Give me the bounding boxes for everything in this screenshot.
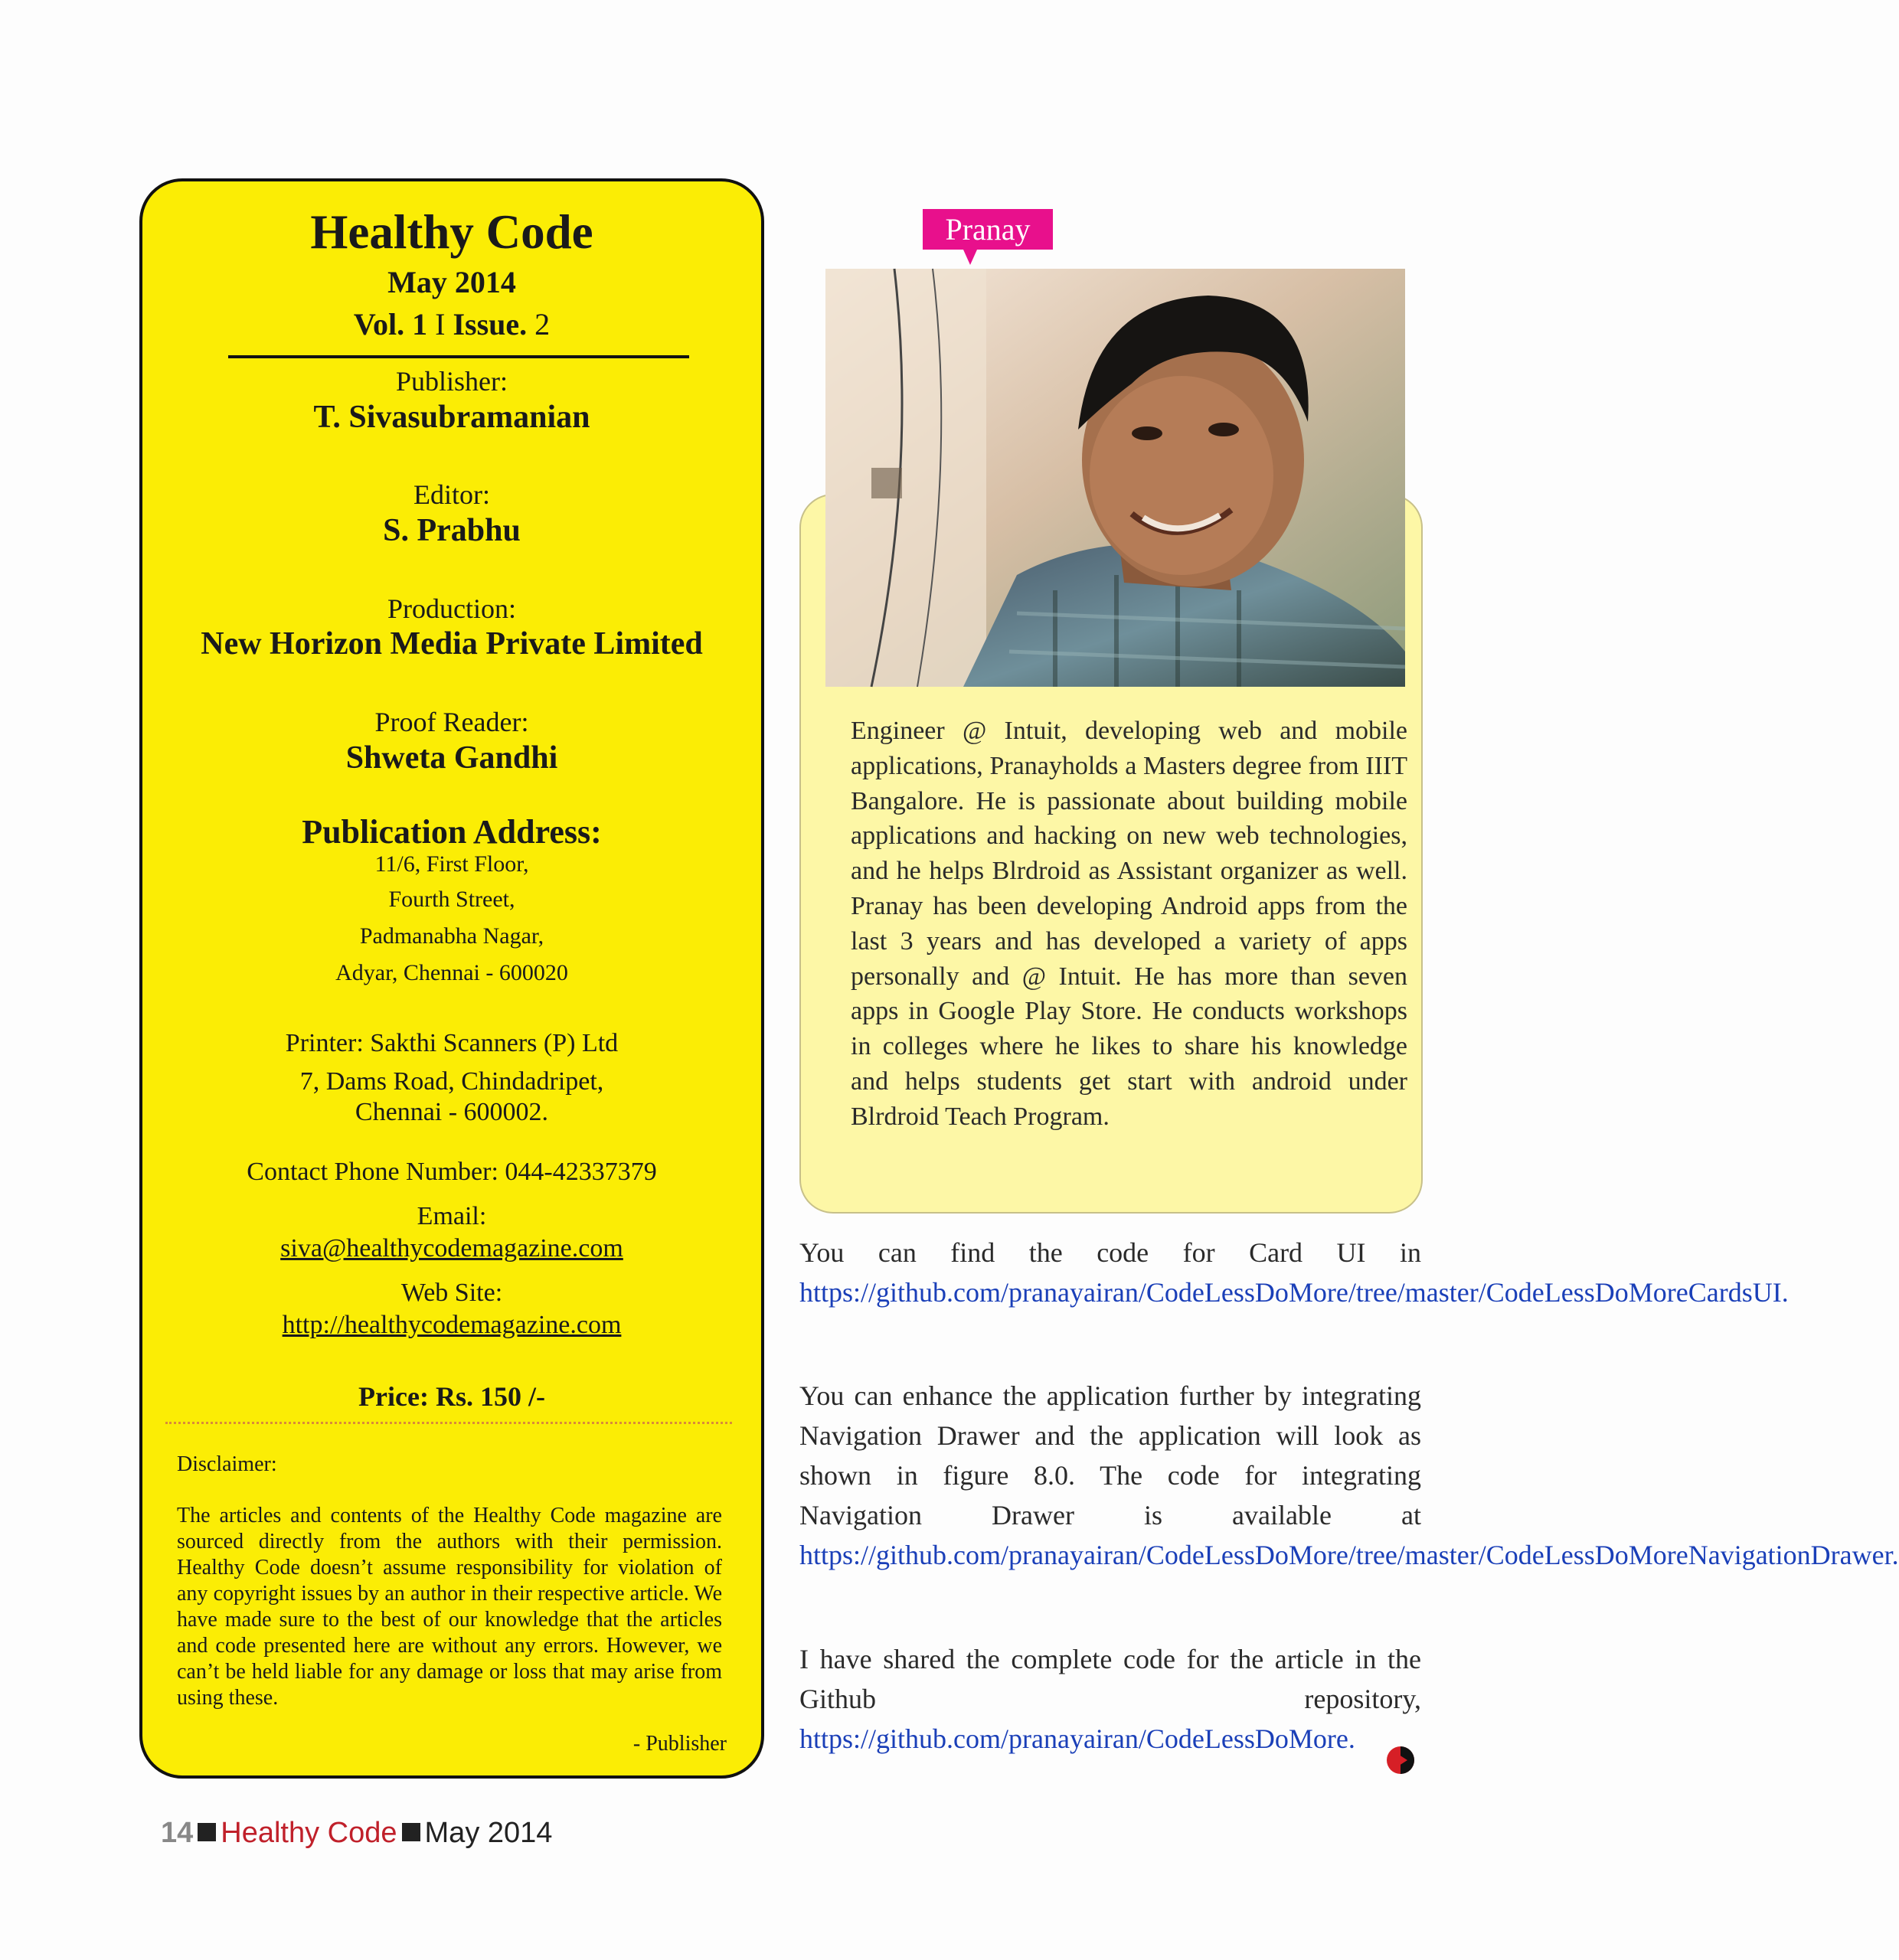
volume-issue	[142, 306, 761, 342]
production-label: Production:	[387, 593, 516, 624]
address-label: Publication Address:	[302, 813, 602, 851]
proof-reader-label: Proof Reader:	[374, 707, 529, 737]
author-bio-text: Engineer @ Intuit, developing web and mobile applications, Pranayholds a Masters degree from IIIT Bangalore. He is passionate about building mobile applications and hacking on new web technologies, and he helps Blrdroid as Assistant organizer as well. Pranay has been developing Android apps from the last 3 years and has developed a variety of apps personally and @ Intuit. He has more than seven apps in Google Play Store. He conducts workshops in colleges where he likes to share his knowledge and helps students get start with android under Blrdroid Teach Program.	[851, 717, 1407, 1131]
address-line-1: 11/6, First Floor,	[374, 851, 529, 877]
address-line-2: Fourth Street,	[388, 887, 515, 912]
article-paragraph-3	[799, 1639, 1421, 1759]
publisher-name: T. Sivasubramanian	[313, 400, 590, 435]
magazine-title: Healthy Code	[310, 205, 593, 259]
paragraph-2-text: You can enhance the application further by integrating Navigation Drawer and the application will look as shown in figure 8.0. The code for integrating Navigation Drawer is available at	[799, 1380, 1421, 1530]
website-link[interactable]: http://healthycodemagazine.com	[282, 1311, 622, 1339]
paragraph-1-text: You can find the code for Card UI in	[799, 1237, 1421, 1268]
footer-square-icon	[198, 1823, 216, 1841]
email-link[interactable]: siva@healthycodemagazine.com	[280, 1234, 623, 1263]
article-paragraph-2	[799, 1376, 1899, 1575]
printer-line-1: Printer: Sakthi Scanners (P) Ltd	[285, 1029, 619, 1057]
masthead-box	[139, 178, 764, 1779]
printer-line-2: 7, Dams Road, Chindadripet,	[299, 1067, 604, 1096]
email-label: Email:	[417, 1202, 487, 1230]
footer-month: May 2014	[424, 1817, 553, 1849]
issue-number: 2	[534, 307, 551, 341]
paragraph-3-text: I have shared the complete code for the article in the Github repository,	[799, 1644, 1421, 1714]
name-tag-pointer	[963, 250, 977, 265]
footer-magazine-name: Healthy Code	[221, 1817, 397, 1849]
author-photo-illustration	[825, 269, 1405, 687]
website-label: Web Site:	[400, 1279, 503, 1307]
publisher-label: Publisher:	[395, 366, 508, 397]
page-footer	[161, 1817, 552, 1850]
repository-link[interactable]: https://github.com/pranayairan/CodeLessDoMore.	[799, 1723, 1355, 1754]
disclaimer-text: The articles and contents of the Healthy Code magazine are sourced directly from the authors with their permission. Healthy Code doesn’t assume responsibility for violation of any copyright issues by an author in their respective article. We have made sure to the best of our knowledge that the articles and code presented here are without any errors. However, we can’t be held liable for any damage or loss that may arise from using these.	[177, 1504, 722, 1710]
issue-date: May 2014	[387, 265, 516, 299]
author-name-tag: Pranay	[923, 209, 1053, 250]
disclaimer-label: Disclaimer:	[177, 1452, 277, 1476]
author-photo	[825, 269, 1405, 687]
address-line-3: Padmanabha Nagar,	[359, 923, 544, 949]
proof-reader-name: Shweta Gandhi	[345, 740, 558, 776]
editor-label: Editor:	[413, 479, 490, 510]
printer-line-3: Chennai - 600002.	[355, 1098, 549, 1126]
disclaimer-signature: - Publisher	[632, 1732, 727, 1756]
editor-name: S. Prabhu	[383, 513, 521, 548]
page-number: 14	[161, 1817, 194, 1849]
address-line-4: Adyar, Chennai - 600020	[335, 960, 568, 985]
card-ui-link[interactable]: https://github.com/pranayairan/CodeLessDoMore/tree/master/CodeLessDoMoreCardsUI.	[799, 1277, 1789, 1308]
footer-square-icon	[402, 1823, 420, 1841]
contact-phone: Contact Phone Number: 044-42337379	[247, 1158, 657, 1186]
issue-label: Issue.	[453, 307, 528, 341]
end-of-article-icon	[1386, 1746, 1415, 1775]
volume-label: Vol. 1	[353, 307, 428, 341]
disclaimer-divider	[165, 1422, 732, 1424]
volume-separator: I	[435, 307, 446, 341]
title-divider	[228, 355, 689, 358]
price: Price: Rs. 150 /-	[358, 1381, 545, 1412]
article-paragraph-1	[799, 1233, 1789, 1312]
production-name: New Horizon Media Private Limited	[201, 626, 703, 662]
navigation-drawer-link[interactable]: https://github.com/pranayairan/CodeLessDoMore/tree/master/CodeLessDoMoreNavigationDrawer.	[799, 1540, 1899, 1570]
